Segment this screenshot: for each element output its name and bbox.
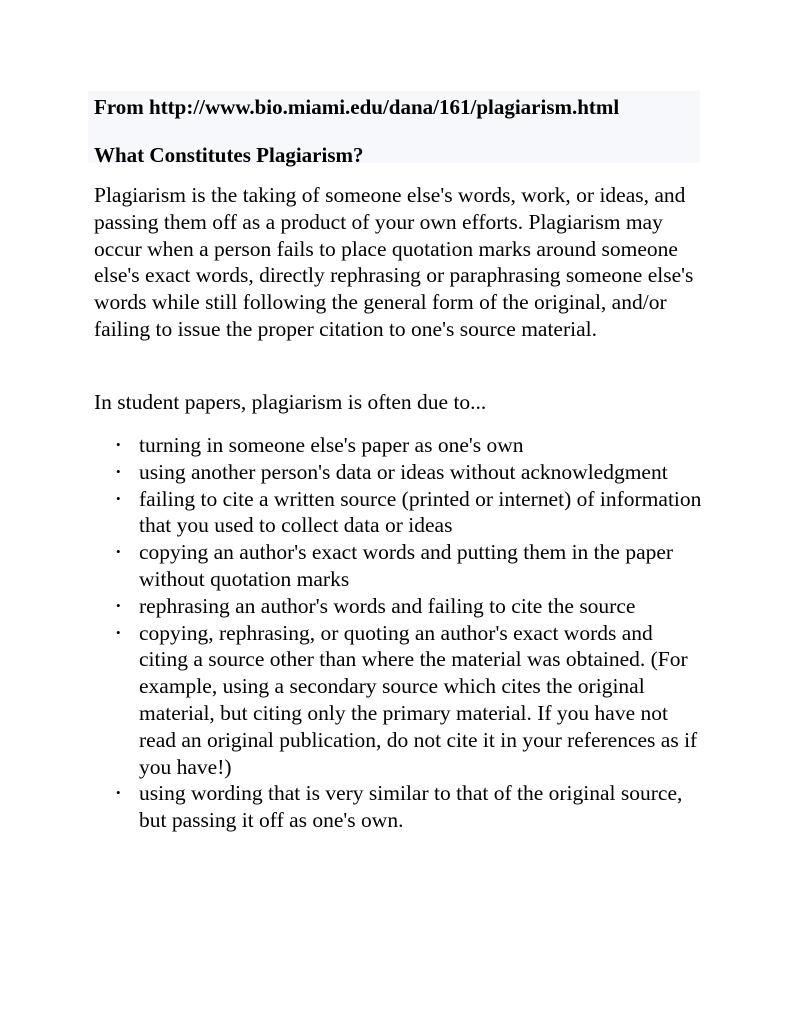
- list-item: [94, 539, 704, 593]
- list-item-text: copying an author's exact words and putting them in the paper without quotation marks: [139, 540, 674, 591]
- source-url-line: From http://www.bio.miami.edu/dana/161/plagiarism.html: [94, 95, 620, 119]
- bullet-icon: •: [116, 544, 121, 560]
- list-item: [94, 593, 704, 620]
- bullet-icon: •: [116, 463, 121, 479]
- intro-paragraph: Plagiarism is the taking of someone else's words, work, or ideas, and passing them off as a product of your own efforts. Plagiarism may occur when a person fails to place quotation marks around someone else's exact words, directly rephrasing or paraphrasing someone else's words while still following the general form of the original, and/or failing to issue the proper citation to one's source material.: [94, 183, 694, 341]
- bullet-icon: •: [116, 437, 121, 452]
- list-item: [94, 780, 704, 834]
- list-item-text: using another person's data or ideas without acknowledgment: [139, 459, 668, 484]
- list-item: [94, 620, 704, 781]
- plagiarism-causes-list: [94, 432, 704, 834]
- bullet-icon: •: [116, 597, 121, 613]
- list-item: [94, 432, 704, 459]
- bullet-icon: •: [116, 624, 121, 640]
- list-item: [94, 459, 704, 486]
- bullet-icon: •: [116, 490, 121, 506]
- list-item-text: turning in someone else's paper as one's own: [139, 433, 524, 457]
- page-heading: What Constitutes Plagiarism?: [94, 143, 364, 167]
- list-item-text: rephrasing an author's words and failing to cite the source: [139, 593, 636, 618]
- list-lead-in: In student papers, plagiarism is often due to...: [94, 390, 487, 414]
- list-item-text: using wording that is very similar to that of the original source, but passing it off as one's own.: [139, 781, 683, 833]
- list-item-text: failing to cite a written source (printed or internet) of information that you used to collect data or ideas: [139, 486, 702, 538]
- list-item: [94, 486, 704, 540]
- bullet-icon: •: [116, 785, 121, 801]
- list-item-text: copying, rephrasing, or quoting an author's exact words and citing a source other than where the material was obtained. (For example, using a secondary source which cites the original material, but citing only the primary material. If you have not read an original publication, do not cite it in your references as if you have!): [139, 620, 698, 779]
